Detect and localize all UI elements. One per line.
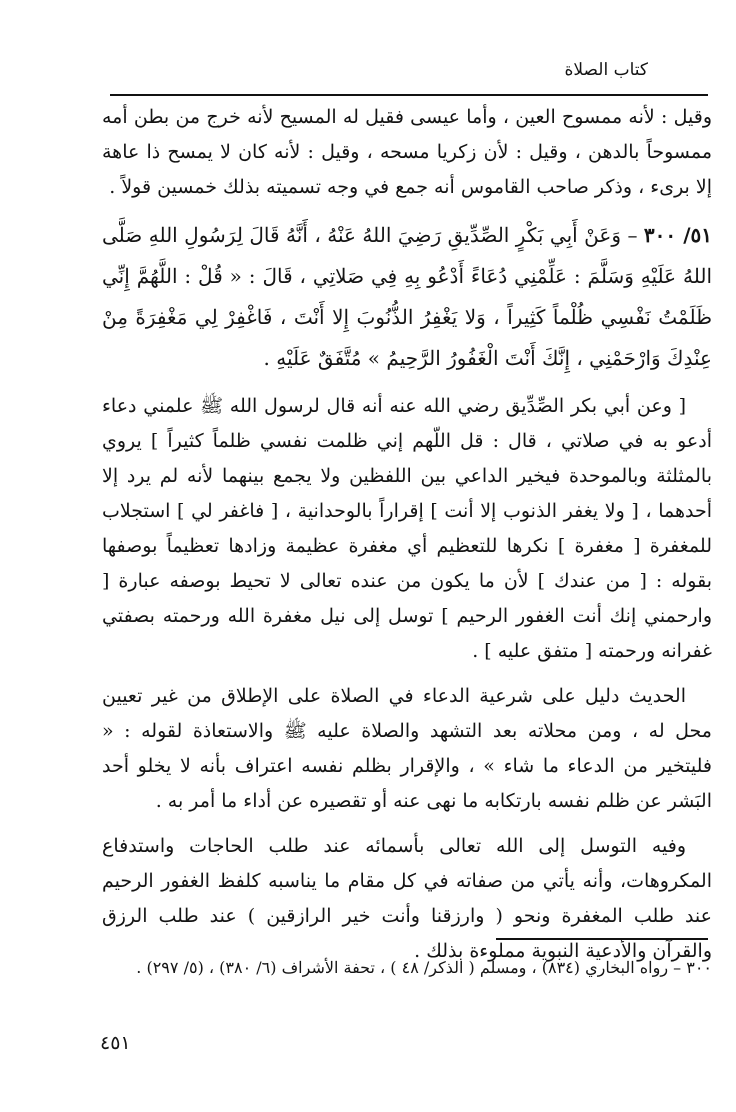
- paragraph-commentary-3: الحديث دليل على شرعية الدعاء في الصلاة على الإطلاق من غير تعيين محل له ، ومن محلاته بعد التشهد والصلاة عليه ﷺ والاستعاذة لقوله : « فليتخير من الدعاء ما شاء » ، والإقرار بظلم نفسه اعتراف بأنه لا يخلو أحد البَشر عن ظلم نفسه بارتكابه ما نهى عنه أو تقصيره عن أداء ما أمر به .: [102, 685, 712, 812]
- hadith-text: – وَعَنْ أَبِي بَكْرٍ الصِّدِّيقِ رَضِيَ اللهُ عَنْهُ ، أَنَّهُ قَالَ لِرَسُولِ اللهِ صَلَّى اللهُ عَلَيْهِ وَسَلَّمَ : عَلِّمْنِي دُعَاءً أَدْعُو بِهِ فِي صَلاتِي ، قَالَ : « قُلْ : اللَّهُمَّ إِنِّي ظَلَمْتُ نَفْسِي ظُلْماً كَثِيراً ، وَلا يَغْفِرُ الذُّنُوبَ إِلا أَنْتَ ، فَاغْفِرْ لِي مَغْفِرَةً مِنْ عِنْدِكَ وَارْحَمْنِي ، إِنَّكَ أَنْتَ الْغَفُورُ الرَّحِيمُ » مُتَّفَقٌ عَلَيْهِ .: [102, 223, 712, 370]
- paragraph-commentary-2: [ وعن أبي بكر الصِّدِّيق رضي الله عنه أنه قال لرسول الله ﷺ علمني دعاء أدعو به في صلاتي ، قال : قل اللّهم إني ظلمت نفسي ظلماً كثيراً ] يروي بالمثلثة وبالموحدة فيخير الداعي بين اللفظين ولا يجمع بينهما لأنه لم يرد إلا أحدهما ، [ ولا يغفر الذنوب إلا أنت ] إقراراً بالوحدانية ، [ فاغفر لي ] استجلاب للمغفرة [ مغفرة ] نكرها للتعظيم أي مغفرة عظيمة وزادها تعظيماً بوصفها بقوله : [ من عندك ] لأن ما يكون من عنده تعالى لا تحيط بوصفه عبارة [ وارحمني إنك أنت الغفور الرحيم ] توسل إلى نيل مغفرة الله ورحمته بصفتي غفرانه ورحمته [ متفق عليه ] .: [102, 395, 712, 662]
- page-number: ٤٥١: [100, 1032, 131, 1054]
- hadith-number: ٥١/ ٣٠٠: [643, 223, 713, 247]
- paragraph-commentary-4: وفيه التوسل إلى الله تعالى بأسمائه عند طلب الحاجات واستدفاع المكروهات، وأنه يأتي من صفاته في كل مقام ما يناسبه كلفظ الغفور الرحيم عند طلب المغفرة ونحو ( وارزقنا وأنت خير الرازقين ) عند طلب الرزق والقرآن والأدعية النبوية مملوءة بذلك .: [102, 835, 712, 962]
- main-text: [102, 100, 712, 979]
- header-rule: [110, 94, 708, 96]
- running-title: كتاب الصلاة: [564, 60, 648, 80]
- hadith-block: [102, 215, 712, 379]
- paragraph-commentary-1: وقيل : لأنه ممسوح العين ، وأما عيسى فقيل له المسيح لأنه خرج من بطن أمه ممسوحاً بالدهن ، وقيل : لأن زكريا مسحه ، وقيل : لأنه كان لا يمسح ذا عاهة إلا برىء ، وذكر صاحب القاموس أنه جمع في وجه تسميته بذلك خمسين قولاً .: [102, 106, 712, 198]
- footnote: ٣٠٠ – رواه البخاري (٨٣٤) ، ومسلم ( الذكر/ ٤٨ ) ، تحفة الأشراف (٦/ ٣٨٠) ، (٥/ ٢٩٧) .: [136, 958, 712, 977]
- footnote-rule: [496, 938, 708, 940]
